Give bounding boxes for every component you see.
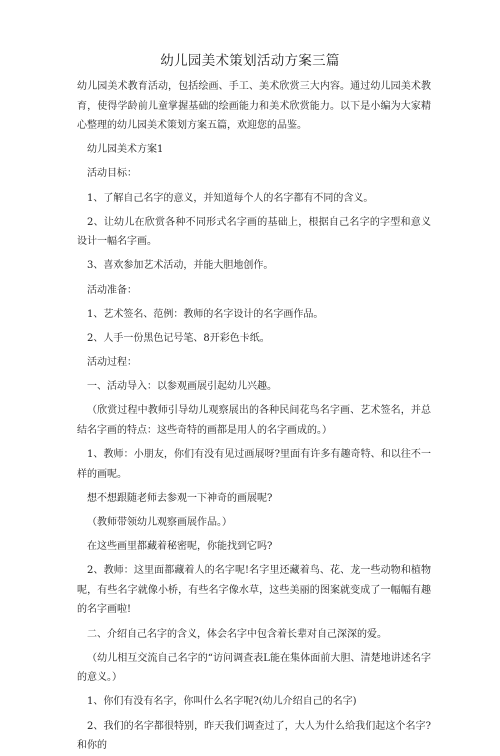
paragraph: 幼儿园美术教育活动，包括绘画、手工、美术欣赏三大内容。通过幼儿园美术教育，使得学龄前儿童掌握基础的绘画能力和美术欣赏能力。以下是小编为大家精心整理的幼儿园美术策划方案五篇，欢迎您的品鉴。 (77, 81, 431, 132)
paragraph: 一、活动导入：以参观画展引起幼儿兴趣。 (87, 381, 277, 393)
paragraph: （教师带领幼儿观察画展作品。） (87, 516, 232, 528)
document-title: 幼儿园美术策划活动方案三篇 (160, 53, 340, 69)
paragraph: 想不想跟随老师去参观一下神奇的画展呢? (87, 492, 273, 504)
paragraph: 1、教师：小朋友，你们有没有见过画展呀?里面有许多有趣奇特、和以往不一样的画呢。 (77, 449, 431, 480)
paragraph: 2、教师：这里面都藏着人的名字呢!名字里还藏着鸟、花、龙一些动物和植物呢，有些名字就像小桥，有些名字像水草，这些美丽的图案就变成了一幅幅有趣的名字画啦! (77, 565, 431, 616)
paragraph: 活动准备： (87, 284, 137, 296)
paragraph: 二、介绍自己名字的含义，体会名字中包含着长辈对自己深深的爱。 (87, 628, 387, 640)
paragraph: 2、让幼儿在欣赏各种不同形式名字画的基础上，根据自己名字的字型和意义设计一幅名字画。 (77, 216, 431, 248)
paragraph: （幼儿相互交流自己名字的“访问调查表L能在集体面前大胆、清楚地讲述名字的意义。） (77, 652, 431, 684)
paragraph: 2、我们的名字都很特别，昨天我们调查过了，大人为什么给我们起这个名字?和你的 (77, 720, 431, 752)
paragraph: 1、你们有没有名字，你叫什么名字呢?(幼儿介绍自己的名字) (87, 696, 357, 708)
paragraph: 3、喜欢参加艺术活动，并能大胆地创作。 (87, 260, 274, 272)
paragraph: 2、人手一份黑色记号笔、8开彩色卡纸。 (87, 332, 270, 344)
paragraph: 活动过程： (87, 357, 137, 369)
paragraph: （欣赏过程中教师引导幼儿观察展出的各种民间花鸟名字画、艺术签名，并总结名字画的特点：这些奇特的画都是用人的名字画成的。） (77, 405, 431, 436)
paragraph: 1、艺术签名、范例：教师的名字设计的名字画作品。 (87, 308, 324, 320)
paragraph: 在这些画里都藏着秘密呢，你能找到它吗? (87, 541, 273, 553)
document-body (77, 77, 431, 756)
paragraph: 活动目标： (87, 168, 137, 180)
paragraph: 幼儿园美术方案1 (87, 144, 164, 156)
paragraph: 1、了解自己名字的意义，并知道每个人的名字都有不同的含义。 (87, 192, 374, 204)
